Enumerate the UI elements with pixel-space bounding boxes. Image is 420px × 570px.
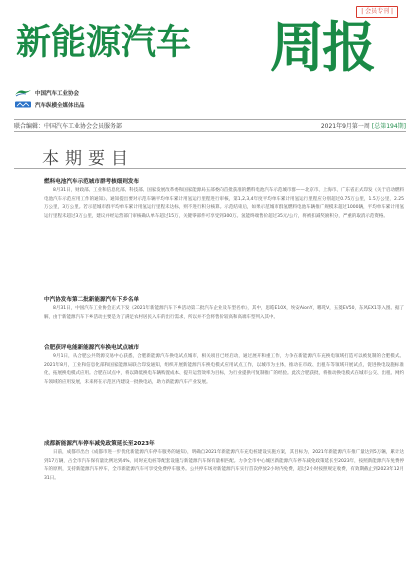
- caam-logo-icon: [14, 88, 32, 97]
- article-3: [44, 344, 404, 387]
- media-logo-icon: [14, 100, 32, 109]
- article-4: [44, 440, 404, 483]
- publication-title: 新能源汽车: [16, 23, 192, 63]
- issue-date: 2021年9月第一周: [320, 123, 370, 130]
- issue-info-bar: [14, 119, 406, 132]
- article-title[interactable]: 中汽协发布第二批新能源汽车下乡名单: [44, 297, 140, 303]
- article-title[interactable]: 燃料电池汽车示范城市群考核细则发布: [44, 179, 140, 185]
- issue-total: [总第194期]: [371, 123, 406, 130]
- article-body: 9月1日，从合肥公共资源交易中心获悉，合肥新能源汽车换电试点城市，相关项目已经启动，通过展开和重工作，力争在新能源汽车充换电领域打造可以被复制的合肥模式。2021年8月，工业和信息化部和国家能源局联合印发通知，组织开展新能源汽车换电模式应用试点工作，以城市为主体，推动在市政、出租车等领域开展试点，促进换电设施标准化，拓展换电模式应用。合肥在试点中，将以降低换电车辆购置成本、提升运营效率为目标，为行业提供可复制推广的经验。此次合肥获批，将推动换电模式在城市公交、出租、网约车领域的应用发展，未来将在示范区内建设一批换电站，助力新能源汽车产业发展。: [44, 354, 404, 385]
- article-title[interactable]: 合肥获评电能新能源汽车换电试点城市: [44, 345, 140, 351]
- article-1: [44, 178, 404, 221]
- article-body: 8月31日，财政部、工业和信息化部、科技部、国家发展改革委和国家能源局五部委向首批获准的燃料电池汽车示范城市群——北京市、上海市、广东省正式印发《关于启动燃料电池汽车示范应用工作的通知》。通知提出要对示范车辆平均单车累计用氢运行里程进行审核，第1,2,3,4年度平均单车累计用氢运行里程应分别超过0.75万公里，1.5万公里，2.25万公里，3万公里。若示范城市群平均单车累计用氢运行里程未达标，则不进行积分核算。示范结束后，如果示范城市群氢燃料电池车辆推广规模未超过1000辆，平均单车累计用氢运行里程未超过3万公里，建议并经运营部门审核确认单车超过15万，关键零部件可享受到300万。氢能终端售价超过35元/公斤，将被扣减奖励积分，严重的取消示范资格。: [44, 188, 404, 219]
- issue-number: [321, 121, 406, 130]
- section-divider: [14, 168, 406, 169]
- caam-logo-row: [14, 88, 79, 97]
- org-name-caam: 中国汽车工业协会: [35, 90, 80, 97]
- org-name-media: 汽车纵横全媒体出品: [35, 102, 85, 109]
- article-title[interactable]: 成都新能源汽车停车减免政策延长至2023年: [44, 441, 155, 447]
- article-body: 日前，成都市出台《成都市进一步优化新能源汽车停车服务的通知》，明确自2021年新能源汽车充电桩建设实施方案，其目标为，2021年新能源汽车推广量达到5万辆，累计达到17万辆，占全市汽车保有量比例达到4%，同时充电桩等配套设施与新能源汽车保有量相匹配。力争全市中心城区新能源汽车停车减免政策延长至2023年，按照新能源汽车免费停车的原则，支持新能源汽车停车，全市新能源汽车可享受免费停车服务。公共停车场对新能源汽车实行首次停放2小时内免费，超过2小时按照规定收费，有效期截止到2023年12月31日。: [44, 450, 404, 481]
- section-title: 本期要目: [42, 149, 134, 169]
- weekly-title: 周报: [270, 16, 374, 79]
- article-2: [44, 296, 404, 322]
- co-editor: 联合编辑：中国汽车工业协会会员服务部: [14, 123, 123, 130]
- member-edition-tag: | 会员专刊 |: [356, 6, 398, 18]
- media-logo-row: [14, 100, 85, 109]
- article-body: 8月31日，中国汽车工业协会正式下发《2021年新能源汽车下乡活动第二批汽车企业及车型名单》，其中，思皓E10X，埃安AionY，哪吒V，五菱EV50，东风EX1等入围。据了解，由于新能源汽车下乡活动主要是为了满足农村居民入车的出行需求，所以并不会将售价较高和高端车型列入其中。: [44, 306, 404, 320]
